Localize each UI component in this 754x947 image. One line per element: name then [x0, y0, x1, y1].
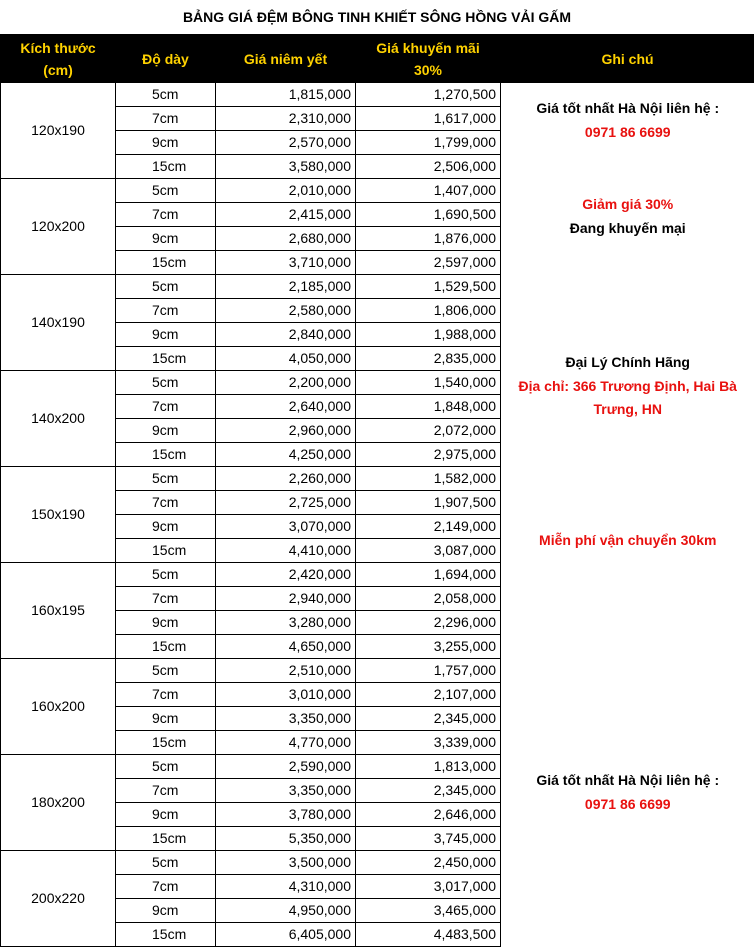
list-price-cell: 2,570,000: [216, 131, 356, 155]
promo-price-cell: 2,597,000: [356, 251, 501, 275]
thickness-cell: 9cm: [116, 323, 216, 347]
list-price-cell: 2,840,000: [216, 323, 356, 347]
promo-price-cell: 1,799,000: [356, 131, 501, 155]
list-price-cell: 2,580,000: [216, 299, 356, 323]
list-price-cell: 2,310,000: [216, 107, 356, 131]
list-price-cell: 3,070,000: [216, 515, 356, 539]
promo-price-cell: 1,988,000: [356, 323, 501, 347]
promo-price-cell: 2,835,000: [356, 347, 501, 371]
list-price-cell: 4,310,000: [216, 875, 356, 899]
thickness-cell: 7cm: [116, 203, 216, 227]
promo-price-cell: 2,646,000: [356, 803, 501, 827]
list-price-cell: 6,405,000: [216, 923, 356, 947]
thickness-cell: 5cm: [116, 659, 216, 683]
hotline-label: Giá tốt nhất Hà Nội liên hệ :: [501, 97, 754, 120]
list-price-cell: 3,280,000: [216, 611, 356, 635]
promo-price-cell: 1,876,000: [356, 227, 501, 251]
promo-price-cell: 1,270,500: [356, 83, 501, 107]
list-price-cell: 2,510,000: [216, 659, 356, 683]
list-price-cell: 2,940,000: [216, 587, 356, 611]
table-row: [1, 83, 754, 107]
thickness-cell: 9cm: [116, 227, 216, 251]
size-cell: 150x190: [1, 467, 116, 563]
size-cell: 140x190: [1, 275, 116, 371]
header-size: [1, 35, 116, 83]
size-cell: 160x195: [1, 563, 116, 659]
promo-price-cell: 2,506,000: [356, 155, 501, 179]
thickness-cell: 7cm: [116, 395, 216, 419]
list-price-cell: 2,010,000: [216, 179, 356, 203]
table-header-row: [1, 35, 754, 83]
dealer-note: Đại Lý Chính Hãng: [501, 351, 754, 374]
thickness-cell: 9cm: [116, 419, 216, 443]
promo-price-cell: 1,582,000: [356, 467, 501, 491]
promo-price-cell: 1,813,000: [356, 755, 501, 779]
thickness-cell: 5cm: [116, 467, 216, 491]
thickness-cell: 15cm: [116, 347, 216, 371]
list-price-cell: 3,780,000: [216, 803, 356, 827]
promo-price-cell: 2,345,000: [356, 779, 501, 803]
hotline-label: Giá tốt nhất Hà Nội liên hệ :: [501, 769, 754, 792]
promo-price-cell: 1,757,000: [356, 659, 501, 683]
page-title: BẢNG GIÁ ĐỆM BÔNG TINH KHIẾT SÔNG HỒNG VẢI GẤM: [0, 0, 754, 34]
shipping-note: Miễn phí vận chuyển 30km: [501, 529, 754, 552]
promo-price-cell: 2,345,000: [356, 707, 501, 731]
list-price-cell: 2,415,000: [216, 203, 356, 227]
size-cell: 160x200: [1, 659, 116, 755]
size-cell: 200x220: [1, 851, 116, 947]
thickness-cell: 5cm: [116, 851, 216, 875]
thickness-cell: 15cm: [116, 539, 216, 563]
thickness-cell: 9cm: [116, 707, 216, 731]
thickness-cell: 9cm: [116, 803, 216, 827]
thickness-cell: 15cm: [116, 155, 216, 179]
list-price-cell: 4,250,000: [216, 443, 356, 467]
size-cell: 120x190: [1, 83, 116, 179]
list-price-cell: 1,815,000: [216, 83, 356, 107]
thickness-cell: 5cm: [116, 275, 216, 299]
list-price-cell: 4,050,000: [216, 347, 356, 371]
header-list-price: Giá niêm yết: [216, 35, 356, 83]
size-cell: 140x200: [1, 371, 116, 467]
promo-price-cell: 1,529,500: [356, 275, 501, 299]
thickness-cell: 7cm: [116, 875, 216, 899]
promo-price-cell: 1,907,500: [356, 491, 501, 515]
promo-price-cell: 2,975,000: [356, 443, 501, 467]
thickness-cell: 15cm: [116, 443, 216, 467]
promo-price-cell: 3,339,000: [356, 731, 501, 755]
thickness-cell: 9cm: [116, 515, 216, 539]
list-price-cell: 2,680,000: [216, 227, 356, 251]
thickness-cell: 7cm: [116, 587, 216, 611]
thickness-cell: 5cm: [116, 83, 216, 107]
promo-price-cell: 1,806,000: [356, 299, 501, 323]
promo-price-cell: 3,017,000: [356, 875, 501, 899]
thickness-cell: 5cm: [116, 371, 216, 395]
thickness-cell: 7cm: [116, 779, 216, 803]
thickness-cell: 5cm: [116, 563, 216, 587]
price-table: [0, 34, 754, 947]
header-promo-line2: 30%: [414, 62, 442, 78]
list-price-cell: 5,350,000: [216, 827, 356, 851]
thickness-cell: 7cm: [116, 107, 216, 131]
list-price-cell: 2,640,000: [216, 395, 356, 419]
promo-price-cell: 3,255,000: [356, 635, 501, 659]
list-price-cell: 3,710,000: [216, 251, 356, 275]
promo-price-cell: 1,540,000: [356, 371, 501, 395]
promo-price-cell: 3,465,000: [356, 899, 501, 923]
hotline-phone: 0971 86 6699: [501, 121, 754, 144]
promo-price-cell: 2,107,000: [356, 683, 501, 707]
discount-note: Giảm giá 30%: [501, 193, 754, 216]
list-price-cell: 2,725,000: [216, 491, 356, 515]
hotline-phone: 0971 86 6699: [501, 793, 754, 816]
promo-price-cell: 4,483,500: [356, 923, 501, 947]
thickness-cell: 15cm: [116, 251, 216, 275]
size-cell: 180x200: [1, 755, 116, 851]
list-price-cell: 2,960,000: [216, 419, 356, 443]
thickness-cell: 7cm: [116, 491, 216, 515]
header-size-line1: Kích thước: [20, 40, 95, 56]
list-price-cell: 2,590,000: [216, 755, 356, 779]
promo-price-cell: 2,149,000: [356, 515, 501, 539]
list-price-cell: 4,770,000: [216, 731, 356, 755]
thickness-cell: 9cm: [116, 899, 216, 923]
thickness-cell: 9cm: [116, 131, 216, 155]
promo-price-cell: 2,296,000: [356, 611, 501, 635]
size-cell: 120x200: [1, 179, 116, 275]
list-price-cell: 3,580,000: [216, 155, 356, 179]
thickness-cell: 5cm: [116, 755, 216, 779]
list-price-cell: 2,200,000: [216, 371, 356, 395]
promo-price-cell: 1,690,500: [356, 203, 501, 227]
promo-price-cell: 1,617,000: [356, 107, 501, 131]
promo-price-cell: 3,087,000: [356, 539, 501, 563]
promo-price-cell: 1,694,000: [356, 563, 501, 587]
thickness-cell: 15cm: [116, 827, 216, 851]
promo-price-cell: 1,848,000: [356, 395, 501, 419]
promo-price-cell: 2,072,000: [356, 419, 501, 443]
list-price-cell: 3,350,000: [216, 779, 356, 803]
list-price-cell: 3,500,000: [216, 851, 356, 875]
thickness-cell: 15cm: [116, 635, 216, 659]
list-price-cell: 2,260,000: [216, 467, 356, 491]
list-price-cell: 4,410,000: [216, 539, 356, 563]
promo-price-cell: 2,450,000: [356, 851, 501, 875]
promo-status-note: Đang khuyến mại: [501, 217, 754, 240]
promo-price-cell: 2,058,000: [356, 587, 501, 611]
header-size-line2: (cm): [43, 62, 73, 78]
header-thickness: Độ dày: [116, 35, 216, 83]
thickness-cell: 5cm: [116, 179, 216, 203]
list-price-cell: 4,950,000: [216, 899, 356, 923]
list-price-cell: 2,420,000: [216, 563, 356, 587]
thickness-cell: 7cm: [116, 683, 216, 707]
header-promo-line1: Giá khuyến mãi: [376, 40, 479, 56]
address-note: Địa chỉ: 366 Trương Định, Hai Bà Trưng, HN: [501, 375, 754, 421]
header-promo-price: [356, 35, 501, 83]
list-price-cell: 4,650,000: [216, 635, 356, 659]
header-notes: Ghi chú: [501, 35, 754, 83]
list-price-cell: 3,010,000: [216, 683, 356, 707]
promo-price-cell: 1,407,000: [356, 179, 501, 203]
list-price-cell: 3,350,000: [216, 707, 356, 731]
promo-price-cell: 3,745,000: [356, 827, 501, 851]
thickness-cell: 9cm: [116, 611, 216, 635]
thickness-cell: 15cm: [116, 731, 216, 755]
thickness-cell: 7cm: [116, 299, 216, 323]
list-price-cell: 2,185,000: [216, 275, 356, 299]
thickness-cell: 15cm: [116, 923, 216, 947]
notes-column: [501, 83, 754, 947]
